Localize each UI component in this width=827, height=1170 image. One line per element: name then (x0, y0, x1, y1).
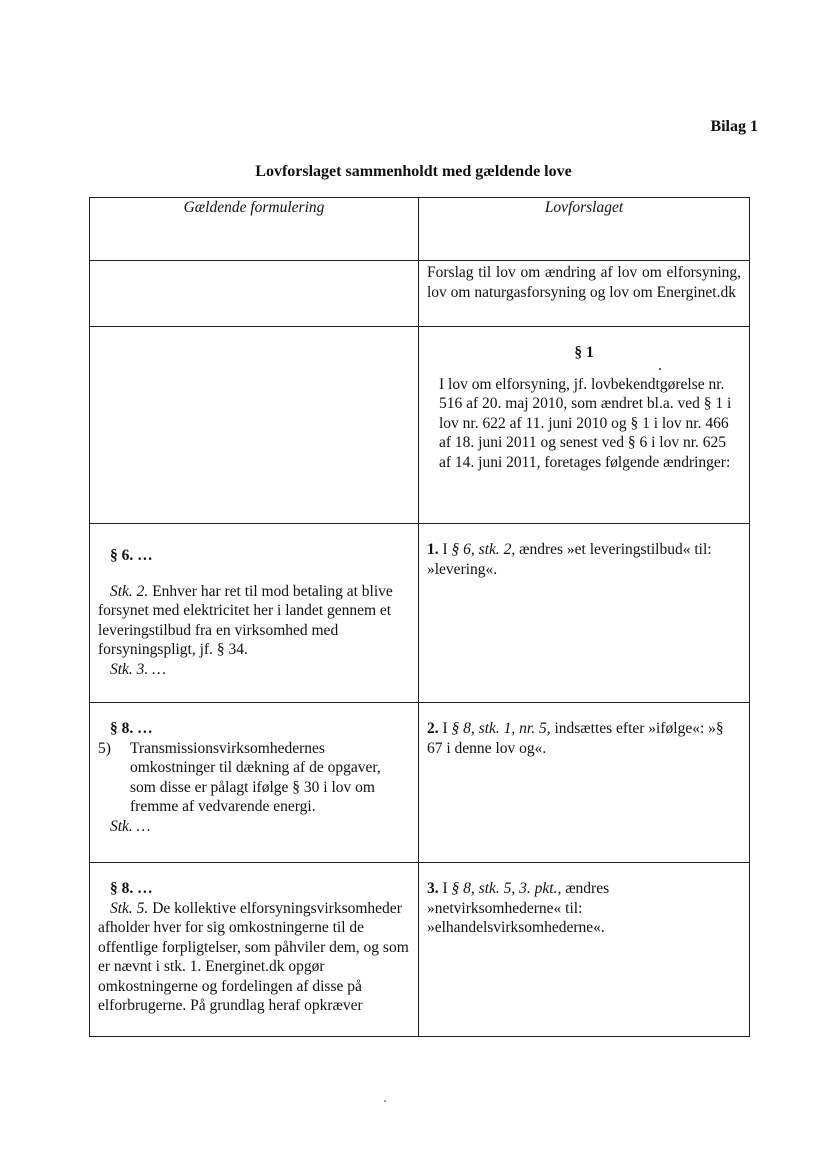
bill-title-text: Forslag til lov om ændring af lov om elforsyning, lov om naturgasforsyning og lov om Energinet.dk (427, 264, 741, 301)
stk-text: De kollektive elforsyningsvirksomheder afholder hver for sig omkostningerne til de offentlige forpligtelser, som påhviler dem, og som er nævnt i stk. 1. Energinet.dk opgør omkostningerne og fordelingen af disse på elforbrugerne. På grundlag heraf opkræver (98, 899, 409, 1014)
stk-label: Stk. … (110, 817, 151, 835)
cell-change-3 (419, 863, 750, 1037)
section-intro-text: I lov om elforsyning, jf. lovbekendtgørelse nr. 516 af 20. maj 2010, som ændret bl.a. ved § 1 i lov nr. 622 af 11. juni 2010 og § 1 i lov nr. 466 af 18. juni 2011 og senest ved § 6 i lov nr. 625 af 14. juni 2011, foretages følgende ændringer: (439, 375, 732, 471)
cell-empty (90, 261, 419, 327)
table-row (90, 863, 750, 1037)
cell-change-2 (419, 703, 750, 863)
change-text-part: ændres »et leveringstilbud« til: »levering«. (427, 541, 712, 578)
document-title: Lovforslaget sammenholdt med gældende love (255, 163, 572, 180)
scan-speck (659, 368, 661, 370)
paragraph-text (98, 899, 410, 1016)
paragraph-text (98, 582, 410, 660)
change-number: 2. (427, 720, 439, 737)
change-text-part: I (438, 720, 452, 737)
annex-label: Bilag 1 (710, 118, 758, 135)
stk-label: Stk. 3. … (110, 660, 166, 678)
stk-text: Enhver har ret til mod betaling at blive forsynet med elektricitet her i landet gennem et leveringstilbud fra en virksomhed med forsyningspligt, jf. § 34. (98, 582, 393, 658)
header-bill: Lovforslaget (419, 198, 750, 261)
cell-current-s8-item5 (90, 703, 419, 863)
table-header-row (90, 198, 750, 261)
cell-empty (90, 327, 419, 524)
comparison-table (89, 197, 750, 1037)
change-text-part: ændres »netvirksomhederne« til: »elhandelsvirksomhederne«. (427, 880, 610, 936)
table-row (90, 703, 750, 863)
paragraph-heading: § 8. … (110, 880, 153, 897)
change-text (419, 863, 749, 944)
list-item-text: Transmissionsvirksomhedernes omkostninger til dækning af de opgaver, som disse er pålagt ifølge § 30 i lov om fremme af vedvarende energi. (130, 739, 381, 815)
stk-label: Stk. 5. (110, 899, 149, 917)
cell-change-1 (419, 524, 750, 703)
cell-current-s6 (90, 524, 419, 703)
cell-current-s8-stk5 (90, 863, 419, 1037)
table-row (90, 524, 750, 703)
change-text (419, 703, 749, 764)
header-current-wording: Gældende formulering (90, 198, 419, 261)
scan-speck (384, 1100, 386, 1102)
legal-reference: § 6, stk. 2, (451, 541, 516, 558)
table-row (90, 261, 750, 327)
cell-bill-title (419, 261, 750, 327)
legal-reference: § 8, stk. 5, 3. pkt., (451, 880, 562, 897)
paragraph-heading: § 8. … (110, 720, 153, 737)
legal-reference: § 8, stk. 1, nr. 5, (451, 720, 551, 737)
change-number: 1. (427, 541, 439, 558)
list-item-number: 5) (98, 739, 111, 757)
paragraph-heading: § 6. … (110, 547, 153, 564)
change-text-part: indsættes efter »ifølge«: »§ 67 i denne lov og«. (427, 720, 724, 757)
change-number: 3. (427, 880, 439, 897)
change-text-part: I (438, 880, 452, 897)
change-text (419, 524, 749, 585)
list-item (98, 739, 410, 817)
section-heading: § 1 (574, 344, 594, 361)
stk-label: Stk. 2. (110, 582, 149, 600)
change-text-part: I (438, 541, 452, 558)
cell-section-1 (419, 327, 750, 524)
table-row (90, 327, 750, 524)
